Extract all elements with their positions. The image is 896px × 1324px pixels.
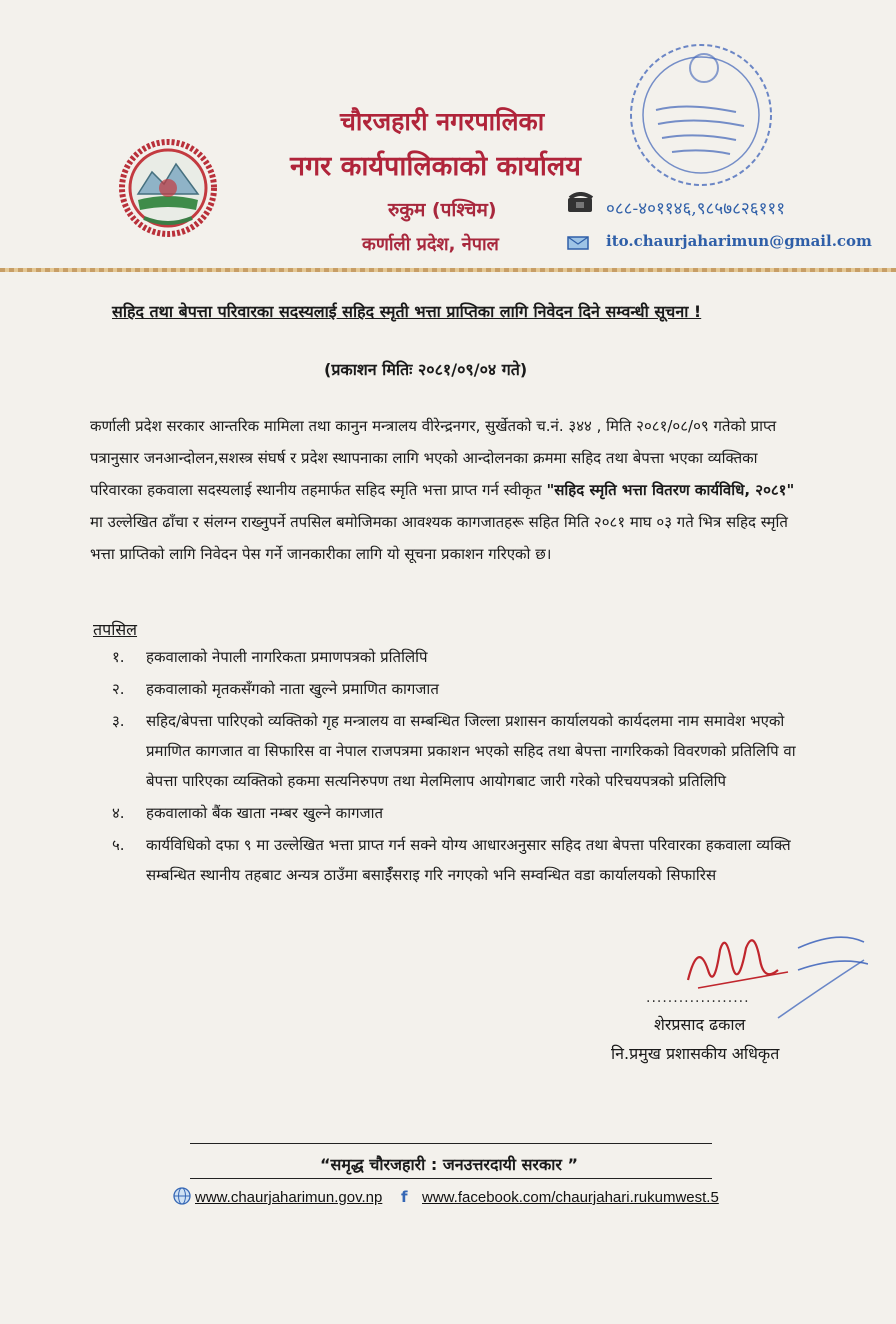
list-item: [112, 798, 812, 828]
list-item-number: २.: [112, 680, 125, 698]
list-item-text: कार्यविधिको दफा ९ मा उल्लेखित भत्ता प्राप्त गर्न सक्ने योग्य आधारअनुसार सहिद तथा बेपत्ता परिवारका हकवाला व्यक्ति सम्बन्धित स्थानीय तहबाट अन्यत्र ठाउँमा बसाईँसराइ गरि नगएको भनि सम्वन्धित वडा कार्यालयको सिफारिस: [146, 836, 791, 884]
list-item-text: हकवालाको बैंक खाता नम्बर खुल्ने कागजात: [146, 804, 384, 822]
district-name: रुकुम (पश्चिम): [388, 199, 497, 221]
globe-icon: [173, 1187, 191, 1205]
notice-title: सहिद तथा बेपत्ता परिवारका सदस्यलाई सहिद स्मृती भत्ता प्राप्तिका लागि निवेदन दिने सम्वन्धी सूचना !: [112, 302, 702, 321]
website-link[interactable]: www.chaurjaharimun.gov.np: [195, 1189, 383, 1206]
header-divider: [0, 268, 896, 272]
facebook-icon: f: [401, 1188, 408, 1206]
list-item-number: ४.: [112, 804, 125, 822]
list-item-number: ३.: [112, 712, 125, 730]
nepal-emblem-logo: [118, 138, 218, 238]
email-address: ito.chaurjaharimun@gmail.com: [606, 232, 872, 250]
office-seal-stamp: [626, 40, 776, 190]
list-item-text: हकवालाको मृतकसँगको नाता खुल्ने प्रमाणित कागजात: [146, 680, 439, 698]
office-name: नगर कार्यपालिकाको कार्यालय: [290, 151, 581, 182]
facebook-link[interactable]: www.facebook.com/chaurjahari.rukumwest.5: [422, 1189, 719, 1206]
signature-line: ...................: [646, 990, 750, 1006]
publication-date: (प्रकाशन मितिः २०८१/०९/०४ गते): [324, 360, 528, 379]
list-item-text: सहिद/बेपत्ता पारिएको व्यक्तिको गृह मन्त्रालय वा सम्बन्धित जिल्ला प्रशासन कार्यालयको कार्यदलमा नाम समावेश भएको प्रमाणित कागजात वा सिफारिस वा नेपाल राजपत्रमा प्रकाशन भएको सहिद तथा बेपत्ता नागरिकको विवरणको प्रतिलिपि वा बेपत्ता पारिएका व्यक्तिको हकमा सत्यनिरुपण तथा मेलमिलाप आयोगबाट जारी गरेको परिचयपत्रको प्रतिलिपि: [146, 712, 796, 790]
annex-heading: तपसिल: [93, 620, 138, 639]
list-item: [112, 706, 812, 796]
email-icon: [567, 236, 589, 250]
body-part-2: मा उल्लेखित ढाँचा र संलग्न राख्नुपर्ने तपसिल बमोजिमका आवश्यक कागजातहरू सहित मिति २०८१ माघ ०३ गते भित्र सहिद स्मृति भत्ता प्राप्तिको लागि निवेदन पेस गर्ने जानकारीका लागि यो सूचना प्रकाशन गरिएको छ।: [90, 513, 788, 563]
required-documents-list: [112, 642, 812, 892]
footer-rule-top: [190, 1143, 712, 1144]
body-bold-procedure: "सहिद स्मृति भत्ता वितरण कार्यविधि, २०८१": [546, 481, 795, 499]
list-item-number: १.: [112, 648, 125, 666]
list-item: [112, 830, 812, 890]
list-item-number: ५.: [112, 836, 125, 854]
phone-icon: [566, 192, 596, 214]
list-item-text: हकवालाको नेपाली नागरिकता प्रमाणपत्रको प्रतिलिपि: [146, 648, 428, 666]
notice-body: [90, 410, 810, 570]
footer-slogan: “समृद्ध चौरजहारी : जनउत्तरदायी सरकार ”: [320, 1155, 579, 1174]
footer-rule-bottom: [190, 1178, 712, 1179]
signer-title: नि.प्रमुख प्रशासकीय अधिकृत: [611, 1044, 780, 1063]
province-name: कर्णाली प्रदेश, नेपाल: [362, 234, 499, 255]
list-item: [112, 674, 812, 704]
phone-number: ०८८-४०११४६,९८५७८२६१११: [606, 199, 786, 219]
list-item: [112, 642, 812, 672]
signer-name: शेरप्रसाद ढकाल: [654, 1015, 746, 1034]
body-part-1: कर्णाली प्रदेश सरकार आन्तरिक मामिला तथा कानुन मन्त्रालय वीरेन्द्रनगर, सुर्खेतको च.नं. ३४४ , मिति २०८१/०८/०९ गतेको प्राप्त पत्रानुसार जनआन्दोलन,सशस्त्र संघर्ष र प्रदेश स्थापनाका लागि भएको आन्दोलनका क्रममा सहिद तथा बेपत्ता भएका व्यक्तिका परिवारका हकवाला सदस्यलाई स्थानीय तहमार्फत सहिद स्मृति भत्ता प्राप्त गर्न स्वीकृत: [90, 417, 777, 499]
municipality-name: चौरजहारी नगरपालिका: [340, 107, 545, 136]
